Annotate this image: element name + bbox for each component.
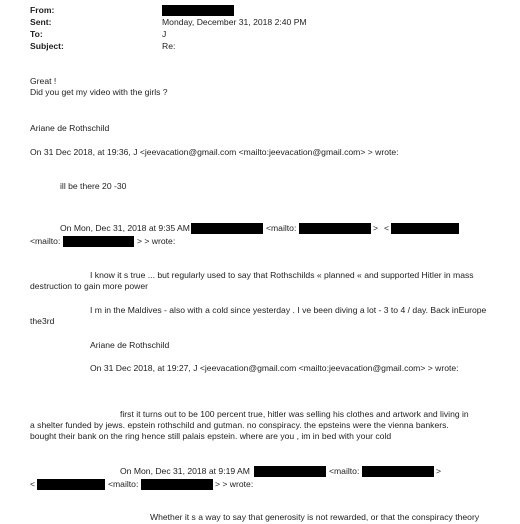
quote-header-fragment: > [373, 223, 379, 233]
quote-header-fragment: <mailto: [266, 223, 297, 233]
to-value: J [162, 29, 167, 39]
quote-header-fragment: > [436, 466, 442, 476]
quote-header-fragment: < [384, 223, 390, 233]
quote-header: On 31 Dec 2018, at 19:27, J <jeevacation@gmail.com <mailto:jeevacation@gmail.com> > wrote: [90, 363, 459, 373]
from-label: From: [30, 5, 55, 15]
message-line: Whether it s a way to say that generosity is not rewarded, or that the conspiracy theory [150, 512, 480, 522]
quote-header: On 31 Dec 2018, at 19:36, J <jeevacation@gmail.com <mailto:jeevacation@gmail.com> > wrote: [30, 147, 399, 157]
subject-value: Re: [162, 41, 176, 51]
quote-header: On Mon, Dec 31, 2018 at 9:35 AM [60, 223, 190, 233]
redaction-block [191, 223, 263, 234]
redaction-block [391, 223, 459, 234]
message-line: I m in the Maldives - also with a cold since yesterday . I ve been diving a lot - 3 to 4 / day. Back inEurope [90, 305, 487, 315]
quote-header-fragment: <mailto: [30, 236, 61, 246]
message-line: destruction to gain more power [30, 281, 148, 291]
subject-label: Subject: [30, 41, 64, 51]
redaction-block [299, 223, 371, 234]
quote-header-fragment: <mailto: [329, 466, 360, 476]
redaction-block [37, 479, 105, 490]
to-label: To: [30, 29, 43, 39]
message-line: bought their bank on the ring hence still palais epstein. where are you , im in bed with your cold [30, 431, 392, 441]
message-line: first it turns out to be 100 percent true, hitler was selling his clothes and artwork and living in [120, 409, 469, 419]
quote-header-fragment: < [30, 479, 36, 489]
message-line: Great ! [30, 76, 57, 86]
quote-header-fragment: > > wrote: [137, 236, 176, 246]
signature: Ariane de Rothschild [90, 340, 170, 350]
redaction-block [63, 236, 134, 247]
signature: Ariane de Rothschild [30, 123, 110, 133]
message-line: a shelter funded by jews. epstein rothschild and gutman. no conspiracy. the epsteins were the vienna bankers. [30, 420, 449, 430]
message-line: ill be there 20 -30 [60, 181, 127, 191]
message-line: I know it s true ... but regularly used to say that Rothschilds « planned « and supported Hitler in mass [90, 270, 474, 280]
sent-value: Monday, December 31, 2018 2:40 PM [162, 17, 307, 27]
quote-header: On Mon, Dec 31, 2018 at 9:19 AM [120, 466, 250, 476]
message-line: the3rd [30, 316, 55, 326]
quote-header-fragment: > > wrote: [215, 479, 254, 489]
sent-label: Sent: [30, 17, 52, 27]
quote-header-fragment: <mailto: [108, 479, 139, 489]
redaction-block [141, 479, 213, 490]
redaction-block [162, 5, 234, 16]
redaction-block [254, 466, 326, 477]
redaction-block [362, 466, 434, 477]
message-line: Did you get my video with the girls ? [30, 87, 168, 97]
